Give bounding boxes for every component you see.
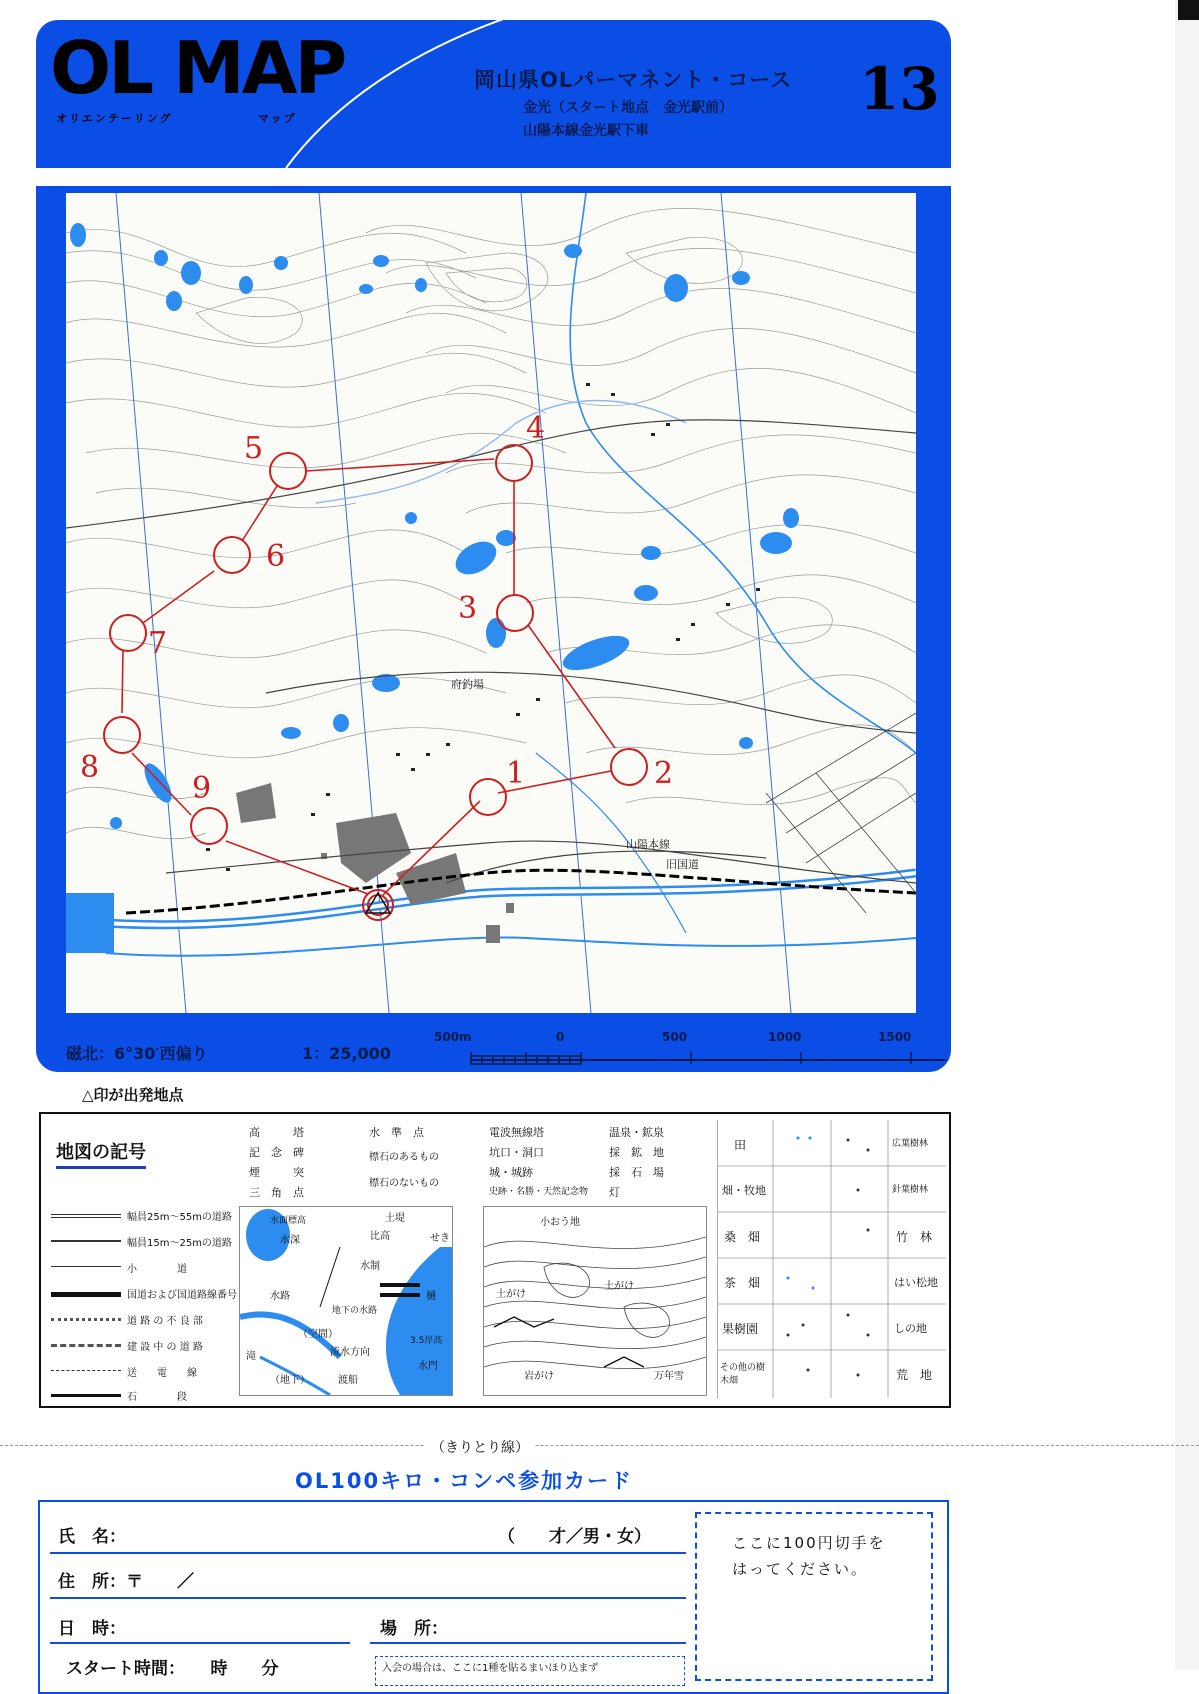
road-legend-row: 小 道 <box>51 1258 251 1278</box>
land-label: 広葉樹林 <box>892 1139 929 1149</box>
declination-text: 磁北：6°30′西偏り <box>66 1044 208 1063</box>
land-label: 桑 畑 <box>724 1230 761 1244</box>
logo: OL MAP <box>50 26 345 110</box>
scale-tick-1000: 1000 <box>768 1030 802 1044</box>
symbol-label: 標石のあるもの <box>369 1152 439 1163</box>
cut-line <box>0 1445 1199 1446</box>
road-legend-row: 幅員15m～25mの道路 <box>51 1232 251 1252</box>
land-label: 荒 地 <box>896 1368 933 1382</box>
course-start-point: 金光（スタート地点 金光駅前） <box>523 100 733 116</box>
place-underline <box>370 1642 686 1644</box>
control-6-label: 6 <box>266 539 286 574</box>
logo-subtitle: オリエンテーリング <box>56 112 173 125</box>
symbol-label: 史跡・名勝・天然記念物 <box>489 1187 589 1197</box>
symbol-label: 城・城跡 <box>489 1166 533 1179</box>
symbol-label: 坑口・洞口 <box>489 1146 544 1159</box>
header-banner <box>36 20 951 168</box>
control-8-circle <box>104 717 140 753</box>
terrain-symbols-panel: 小おう地 土がけ 土がけ 岩がけ 万年雪 <box>483 1206 707 1396</box>
name-underline <box>50 1552 686 1554</box>
road-legend-row: 石 段 <box>51 1386 251 1406</box>
control-6-circle <box>214 537 250 573</box>
control-1-label: 1 <box>506 756 526 791</box>
control-7-circle <box>110 615 146 651</box>
map-svg <box>66 193 916 1013</box>
control-3-label: 3 <box>458 591 478 626</box>
control-numbers <box>80 411 673 806</box>
symbol-label: 標石のないもの <box>369 1178 439 1189</box>
entry-card-title: OL100キロ・コンペ参加カード <box>295 1469 634 1493</box>
road-legend-row: 建 設 中 の 道 路 <box>51 1336 251 1356</box>
name-label: 氏 名： <box>58 1527 126 1547</box>
scale-tick-1500: 1500 <box>878 1030 912 1044</box>
land-use-grid <box>717 1120 946 1398</box>
control-4-label: 4 <box>526 411 546 446</box>
land-grid-lines <box>718 1120 946 1398</box>
scale-bar-graphic <box>426 1050 956 1070</box>
symbol-label: 高 塔 <box>249 1126 304 1139</box>
course-number: 13 <box>859 55 940 123</box>
land-label: その他の樹木畑 <box>720 1363 766 1386</box>
card-note: 入会の場合は、ここに1種を貼るまいほり込まず <box>375 1656 685 1686</box>
age-sex-label: （ 才／男・女） <box>498 1527 651 1547</box>
scale-tick-500: 500 <box>662 1030 688 1044</box>
scale-tick-500m: 500m <box>434 1030 472 1044</box>
course-access: 山陽本線金光駅下車 <box>523 123 649 139</box>
control-circles <box>104 445 647 844</box>
map-place-label-a: 府釣場 <box>451 678 484 691</box>
road-legend-row: 送 電 線 <box>51 1362 251 1382</box>
symbol-label: 記 念 碑 <box>249 1146 304 1159</box>
land-label: 茶 畑 <box>724 1276 761 1290</box>
control-2-label: 2 <box>654 756 674 791</box>
symbol-label: 温泉・鉱泉 <box>609 1126 664 1139</box>
control-5-label: 5 <box>244 431 264 466</box>
symbol-label: 電波無線塔 <box>489 1126 544 1139</box>
map-place-label-b: 山陽本線 <box>626 838 670 851</box>
address-label: 住 所：〒 ／ <box>58 1572 194 1592</box>
control-1-circle <box>470 779 506 815</box>
scale-info-bar <box>36 1030 951 1070</box>
address-underline <box>50 1597 686 1599</box>
course-title: 岡山県OLパーマネント・コース <box>474 68 793 92</box>
map-place-label-c: 旧国道 <box>666 858 699 871</box>
land-label: 畑・牧地 <box>722 1184 766 1197</box>
road-legend-row: 幅員25m～55mの道路 <box>51 1206 251 1226</box>
date-label: 日 時： <box>58 1619 126 1639</box>
legend-title: 地図の記号 <box>56 1138 146 1169</box>
place-label: 場 所： <box>380 1619 448 1639</box>
symbol-label: 水 準 点 <box>369 1126 424 1139</box>
control-2-circle <box>611 749 647 785</box>
start-note: △印が出発地点 <box>82 1086 184 1104</box>
ponds <box>66 223 799 953</box>
control-5-circle <box>270 453 306 489</box>
control-9-circle <box>191 808 227 844</box>
land-label: はい松地 <box>894 1276 938 1289</box>
water-symbols-panel: 水面標高 水深 土堤 比高 せき 水制 樋 水路 地下の水路 （空間） 流水方向 滝 （地下） 渡船 3.5岸高 水門 <box>239 1206 453 1396</box>
symbol-label: 三 角 点 <box>249 1186 304 1199</box>
land-label: しの地 <box>894 1322 927 1335</box>
road-legend-row: 国道および国道路線番号 <box>51 1284 251 1304</box>
land-label: 竹 林 <box>896 1230 933 1244</box>
scale-tick-0: 0 <box>556 1030 565 1044</box>
topographic-map <box>66 193 916 1013</box>
symbol-label: 灯 <box>609 1186 620 1199</box>
control-7-label: 7 <box>148 626 168 661</box>
date-underline <box>50 1642 350 1644</box>
cut-line-label: （きりとり線） <box>425 1437 535 1457</box>
control-9-label: 9 <box>192 771 212 806</box>
start-time-label: スタート時間： 時 分 <box>66 1659 279 1679</box>
land-label: 針葉樹林 <box>892 1185 929 1195</box>
logo-subtitle-right: マップ <box>258 112 297 125</box>
symbol-label: 採 石 場 <box>609 1166 664 1179</box>
road-legend-row: 道 路 の 不 良 部 <box>51 1310 251 1330</box>
control-8-label: 8 <box>80 750 100 785</box>
roads <box>66 420 916 883</box>
paper-edge <box>1175 0 1199 1670</box>
land-label: 果樹園 <box>722 1322 759 1336</box>
paper-edge-dark <box>1178 0 1199 20</box>
symbol-label: 採 鉱 地 <box>609 1146 664 1159</box>
control-3-circle <box>497 595 533 631</box>
legend-box <box>39 1112 951 1408</box>
stamp-instruction: ここに100円切手を はってください。 <box>732 1534 886 1578</box>
land-label: 田 <box>734 1138 747 1152</box>
scale-ratio: 1：25,000 <box>302 1044 391 1063</box>
symbol-label: 煙 突 <box>249 1166 304 1179</box>
